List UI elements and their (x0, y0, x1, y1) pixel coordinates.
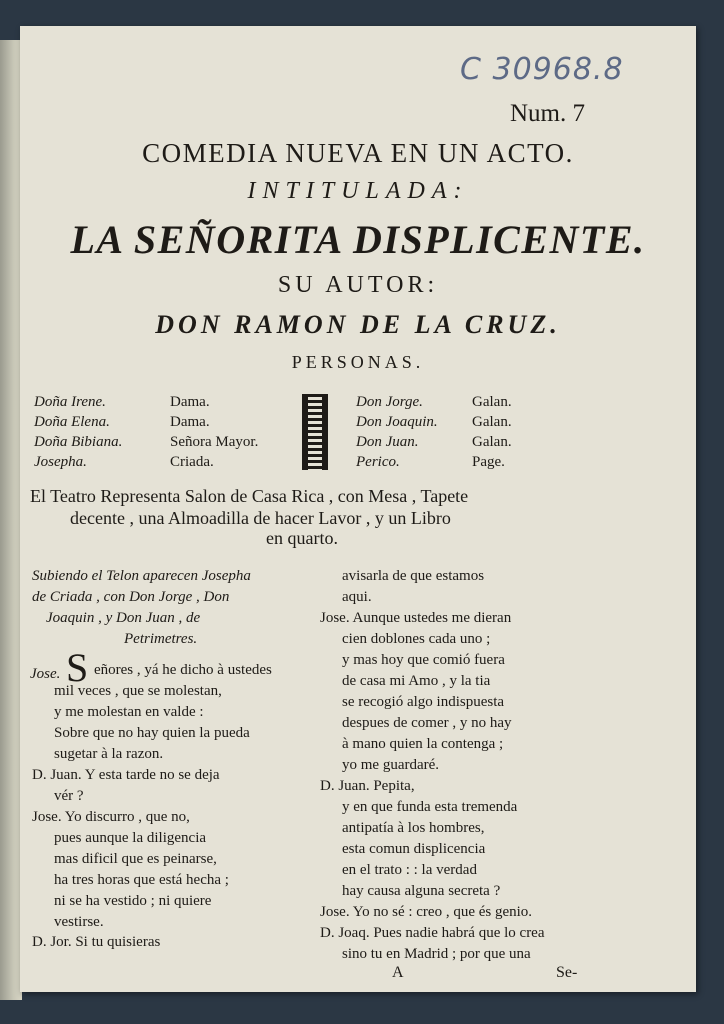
cast-left-name-1: Doña Elena. (34, 414, 110, 430)
cast-left-name-0: Doña Irene. (34, 394, 106, 410)
cast-right-name-0: Don Jorge. (356, 394, 423, 410)
left-col-line-8: sugetar à la razon. (54, 746, 164, 762)
left-col-line-7: Sobre que no hay quien la pueda (54, 725, 250, 741)
right-col-line-10: D. Juan. Pepita, (320, 778, 415, 794)
right-col-line-1: aqui. (342, 589, 372, 605)
cast-left-name-2: Doña Bibiana. (34, 434, 123, 450)
drop-capital: S (66, 645, 89, 690)
cast-heading: PERSONAS. (291, 352, 425, 372)
left-col-line-13: mas dificil que es peinarse, (54, 851, 217, 867)
right-col-line-13: esta comun displicencia (342, 841, 486, 857)
author-heading: SU AUTOR: (277, 272, 439, 298)
left-col-line-1: de Criada , con Don Jorge , Don (32, 589, 230, 605)
left-col-line-6: y me molestan en valde : (54, 704, 204, 720)
catchword: Se- (556, 964, 578, 981)
right-col-line-17: D. Joaq. Pues nadie habrá que lo crea (320, 925, 545, 941)
left-col-line-5: mil veces , que se molestan, (54, 683, 222, 699)
cast-right-role-0: Galan. (472, 394, 512, 410)
left-col-line-12: pues aunque la diligencia (54, 830, 207, 846)
right-col-line-2: Jose. Aunque ustedes me dieran (320, 610, 512, 626)
right-col-line-4: y mas hoy que comió fuera (342, 652, 505, 668)
right-col-line-0: avisarla de que estamos (342, 568, 485, 584)
cast-left-role-0: Dama. (170, 394, 210, 410)
author-name: DON RAMON DE LA CRUZ. (155, 310, 561, 339)
handwritten-accession-number: C 30968.8 (460, 52, 624, 87)
left-col-line-4: eñores , yá he dicho à ustedes (94, 662, 272, 678)
left-col-line-2: Joaquin , y Don Juan , de (46, 610, 201, 626)
cast-right-name-1: Don Joaquin. (356, 414, 438, 430)
right-col-line-3: cien doblones cada uno ; (342, 631, 491, 647)
left-col-line-0: Subiendo el Telon aparecen Josepha (32, 568, 251, 584)
right-col-line-9: yo me guardaré. (342, 757, 440, 773)
right-col-line-5: de casa mi Amo , y la tia (342, 673, 491, 689)
left-col-line-11: Jose. Yo discurro , que no, (32, 809, 190, 825)
right-col-line-7: despues de comer , y no hay (342, 715, 512, 731)
cast-right-name-2: Don Juan. (356, 434, 419, 450)
right-col-line-18: sino tu en Madrid ; por que una (342, 946, 531, 962)
document-page (20, 26, 696, 992)
stage-direction-line-3: en quarto. (266, 528, 338, 548)
right-col-line-6: se recogió algo indispuesta (342, 694, 505, 710)
title-line-intitulada: INTITULADA: (247, 178, 469, 204)
cast-left-role-3: Criada. (170, 454, 214, 470)
stage-direction-line-2: decente , una Almoadilla de hacer Lavor , y un Libro (70, 508, 451, 528)
cast-divider-ornament (302, 394, 328, 470)
stage-direction-line-1: El Teatro Representa Salon de Casa Rica , con Mesa , Tapete (30, 486, 469, 506)
left-col-line-14: ha tres horas que está hecha ; (54, 872, 229, 888)
play-title: LA SEÑORITA DISPLICENTE. (70, 217, 646, 262)
right-col-line-8: à mano quien la contenga ; (342, 736, 504, 752)
title-line-comedia: COMEDIA NUEVA EN UN ACTO. (142, 138, 574, 168)
cast-right-role-3: Page. (472, 454, 505, 470)
left-col-line-9: D. Juan. Y esta tarde no se deja (32, 767, 220, 783)
cast-right-role-1: Galan. (472, 414, 512, 430)
right-col-line-11: y en que funda esta tremenda (342, 799, 518, 815)
left-col-line-17: D. Jor. Si tu quisieras (32, 934, 161, 950)
cast-right-role-2: Galan. (472, 434, 512, 450)
left-col-line-3: Petrimetres. (124, 631, 198, 647)
cast-left-role-1: Dama. (170, 414, 210, 430)
cast-right-name-3: Perico. (356, 454, 400, 470)
book-spine-edge (0, 40, 22, 1000)
left-col-line-15: ni se ha vestido ; ni quiere (54, 893, 212, 909)
right-col-line-15: hay causa alguna secreta ? (342, 883, 501, 899)
left-col-line-10: vér ? (54, 788, 84, 804)
right-col-line-14: en el trato : : la verdad (342, 862, 477, 878)
right-col-line-12: antipatía à los hombres, (342, 820, 485, 836)
speaker-jose: Jose. (30, 666, 61, 682)
left-col-line-16: vestirse. (54, 914, 104, 930)
signature-mark: A (392, 964, 404, 981)
cast-left-name-3: Josepha. (34, 454, 87, 470)
cast-left-role-2: Señora Mayor. (170, 434, 259, 450)
right-col-line-16: Jose. Yo no sé : creo , que és genio. (320, 904, 533, 920)
play-number: Num. 7 (510, 100, 585, 127)
